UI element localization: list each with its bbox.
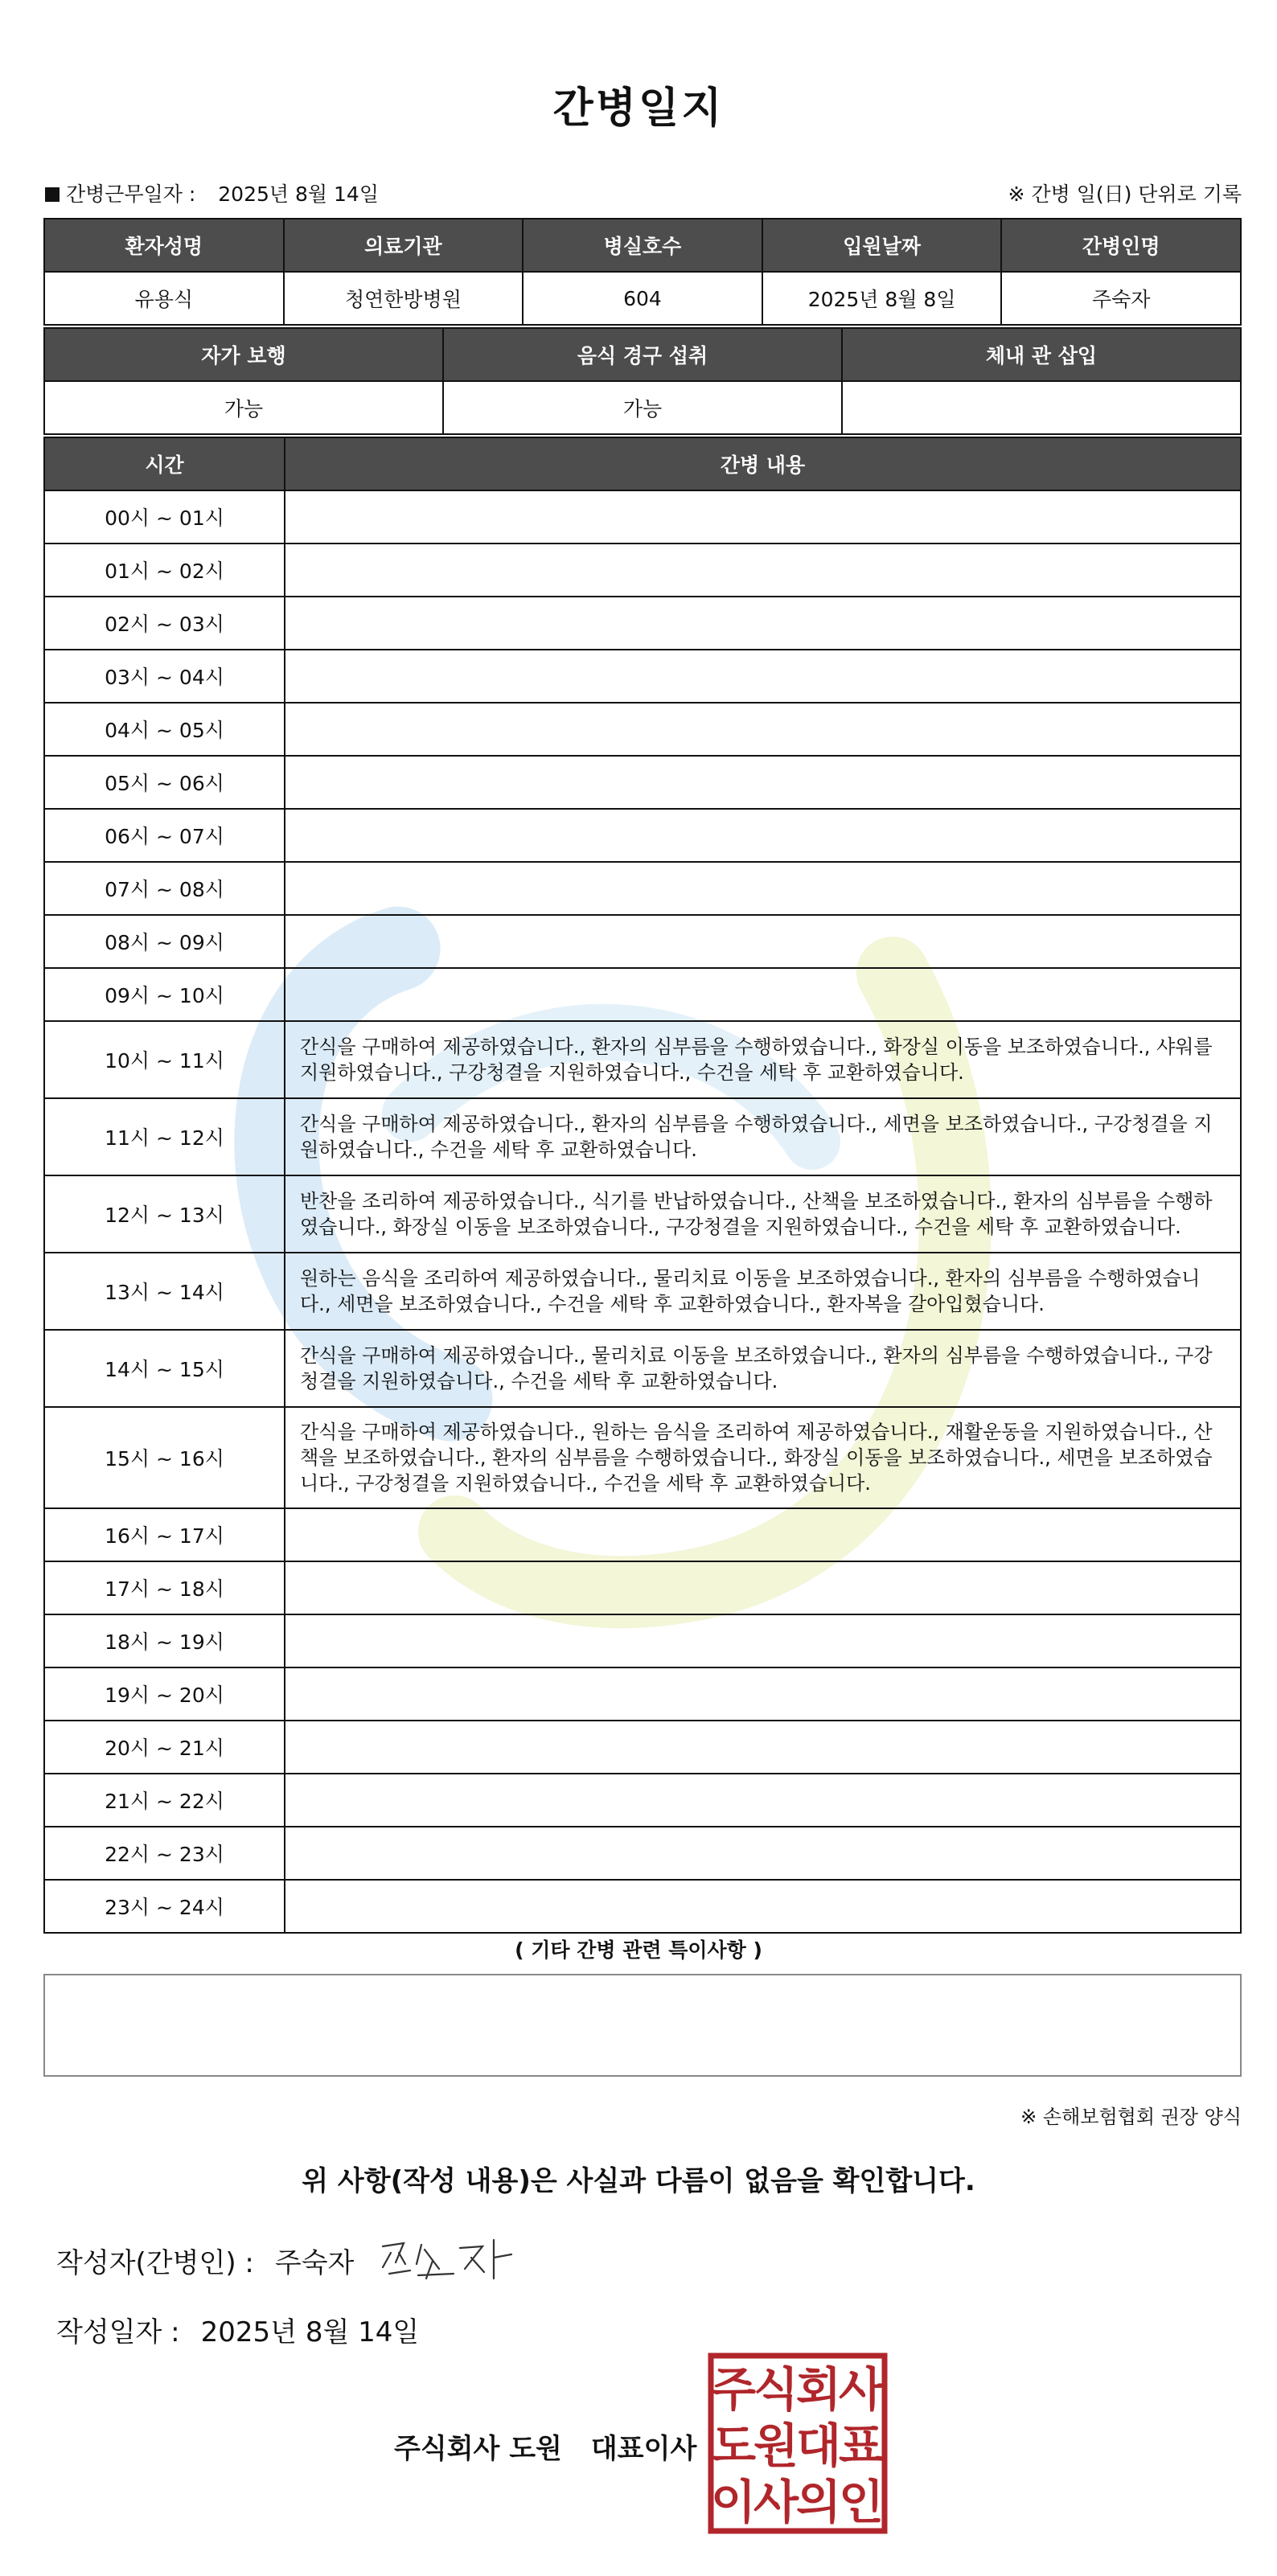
time-cell: 02시 ~ 03시	[44, 597, 285, 650]
care-note-cell	[285, 915, 1241, 968]
company-seal	[708, 2352, 888, 2534]
hospital-name: 청연한방병원	[284, 272, 524, 325]
care-note-cell: 원하는 음식을 조리하여 제공하였습니다., 물리치료 이동을 보조하였습니다., 환자의 심부름을 수행하였습니다., 세면을 보조하였습니다., 수건을 세탁 후 교환하였습니다., 환자복을 갈아입혔습니다.	[285, 1253, 1241, 1330]
table-row	[44, 1330, 1241, 1407]
header-hospital: 의료기관	[284, 219, 524, 272]
time-cell: 08시 ~ 09시	[44, 915, 285, 968]
table-row	[44, 1561, 1241, 1614]
care-note-cell	[285, 1721, 1241, 1774]
page-title: 간병일지	[552, 84, 725, 133]
time-cell: 05시 ~ 06시	[44, 756, 285, 809]
header-walking: 자가 보행	[44, 328, 443, 381]
patient-info-table	[43, 218, 1242, 326]
care-note-cell	[285, 597, 1241, 650]
care-note-cell: 간식을 구매하여 제공하였습니다., 원하는 음식을 조리하여 제공하였습니다., 재활운동을 지원하였습니다., 산책을 보조하였습니다., 환자의 심부름을 수행하였습니다., 화장실 이동을 보조하였습니다., 세면을 보조하였습니다., 구강청결을 지원하였습니다., 수건을 세탁 후 교환하였습니다.	[285, 1407, 1241, 1508]
care-note-cell	[285, 1614, 1241, 1667]
time-cell: 22시 ~ 23시	[44, 1827, 285, 1880]
time-cell: 17시 ~ 18시	[44, 1561, 285, 1614]
seal-char: 원	[753, 2418, 799, 2473]
seal-char: 식	[753, 2362, 799, 2417]
tube-value	[842, 381, 1241, 434]
extra-notes-box	[43, 1974, 1242, 2077]
table-row	[44, 862, 1241, 915]
patient-status-table	[43, 327, 1242, 435]
seal-char: 이	[710, 2475, 757, 2529]
care-note-cell	[285, 490, 1241, 544]
table-row	[44, 1614, 1241, 1667]
recommendation-note: ※ 손해보험협회 권장 양식	[1020, 2106, 1242, 2128]
table-row	[44, 1253, 1241, 1330]
table-row	[44, 756, 1241, 809]
extra-notes-label: ( 기타 간병 관련 특이사항 )	[515, 1938, 762, 1962]
care-note-cell: 간식을 구매하여 제공하였습니다., 물리치료 이동을 보조하였습니다., 환자의 심부름을 수행하였습니다., 구강청결을 지원하였습니다., 수건을 세탁 후 교환하였습니다.	[285, 1330, 1241, 1407]
time-cell: 06시 ~ 07시	[44, 809, 285, 862]
table-row	[44, 809, 1241, 862]
room-number: 604	[523, 272, 762, 325]
written-date-value: 2025년 8월 14일	[200, 2316, 420, 2348]
time-cell: 04시 ~ 05시	[44, 703, 285, 756]
header-oral-intake: 음식 경구 섭취	[443, 328, 842, 381]
care-log-body	[44, 490, 1241, 1933]
header-time: 시간	[44, 437, 285, 490]
seal-char: 주	[710, 2362, 757, 2417]
care-log-table	[43, 437, 1242, 1934]
header-room: 병실호수	[523, 219, 762, 272]
time-cell: 20시 ~ 21시	[44, 1721, 285, 1774]
seal-char: 인	[838, 2475, 885, 2529]
care-note-cell	[285, 809, 1241, 862]
time-cell: 13시 ~ 14시	[44, 1253, 285, 1330]
representative-title: 대표이사	[590, 2433, 697, 2465]
table-row	[44, 1880, 1241, 1933]
care-note-cell: 간식을 구매하여 제공하였습니다., 환자의 심부름을 수행하였습니다., 화장실 이동을 보조하였습니다., 샤워를 지원하였습니다., 구강청결을 지원하였습니다., 수건을 세탁 후 교환하였습니다.	[285, 1021, 1241, 1098]
bullet-square-icon	[45, 187, 60, 202]
table-row	[44, 1175, 1241, 1253]
seal-char: 도	[710, 2418, 757, 2473]
unit-note: ※ 간병 일(日) 단위로 기록	[1008, 183, 1242, 206]
confirmation-statement: 위 사항(작성 내용)은 사실과 다름이 없음을 확인합니다.	[302, 2165, 975, 2197]
company-name: 주식회사 도원	[394, 2433, 562, 2465]
seal-char: 의	[795, 2475, 842, 2529]
care-note-cell	[285, 703, 1241, 756]
time-cell: 07시 ~ 08시	[44, 862, 285, 915]
care-note-cell	[285, 756, 1241, 809]
time-cell: 12시 ~ 13시	[44, 1175, 285, 1253]
care-note-cell	[285, 1880, 1241, 1933]
care-note-cell: 간식을 구매하여 제공하였습니다., 환자의 심부름을 수행하였습니다., 세면을 보조하였습니다., 구강청결을 지원하였습니다., 수건을 세탁 후 교환하였습니다.	[285, 1098, 1241, 1175]
time-cell: 14시 ~ 15시	[44, 1330, 285, 1407]
care-note-cell	[285, 650, 1241, 703]
care-note-cell	[285, 1508, 1241, 1561]
care-note-cell	[285, 968, 1241, 1021]
time-cell: 03시 ~ 04시	[44, 650, 285, 703]
admission-date: 2025년 8월 8일	[762, 272, 1002, 325]
walking-value: 가능	[44, 381, 443, 434]
table-row	[44, 1827, 1241, 1880]
table-row	[44, 1407, 1241, 1508]
patient-name: 유용식	[44, 272, 284, 325]
table-row	[44, 703, 1241, 756]
seal-char: 표	[838, 2418, 885, 2473]
care-note-cell: 반찬을 조리하여 제공하였습니다., 식기를 반납하였습니다., 산책을 보조하였습니다., 환자의 심부름을 수행하였습니다., 화장실 이동을 보조하였습니다., 구강청결을 지원하였습니다., 수건을 세탁 후 교환하였습니다.	[285, 1175, 1241, 1253]
table-row	[44, 1508, 1241, 1561]
time-cell: 16시 ~ 17시	[44, 1508, 285, 1561]
table-row	[44, 650, 1241, 703]
table-row	[44, 1021, 1241, 1098]
seal-char: 회	[795, 2362, 842, 2417]
table-row	[44, 915, 1241, 968]
company-line	[394, 2426, 696, 2466]
table-row	[44, 544, 1241, 597]
care-note-cell	[285, 1667, 1241, 1721]
care-note-cell	[285, 1561, 1241, 1614]
table-row	[44, 1098, 1241, 1175]
time-cell: 09시 ~ 10시	[44, 968, 285, 1021]
table-row	[44, 1721, 1241, 1774]
time-cell: 00시 ~ 01시	[44, 490, 285, 544]
time-cell: 11시 ~ 12시	[44, 1098, 285, 1175]
table-row	[44, 597, 1241, 650]
table-row	[44, 1667, 1241, 1721]
header-admission-date: 입원날짜	[762, 219, 1002, 272]
work-date-line	[45, 178, 379, 207]
time-cell: 01시 ~ 02시	[44, 544, 285, 597]
seal-char: 사	[838, 2362, 885, 2417]
time-cell: 21시 ~ 22시	[44, 1774, 285, 1827]
table-row	[44, 490, 1241, 544]
handwritten-signature	[376, 2229, 521, 2293]
writer-name: 주숙자	[274, 2247, 355, 2279]
caregiver-name: 주숙자	[1001, 272, 1241, 325]
seal-char: 대	[795, 2418, 842, 2473]
header-care-content: 간병 내용	[285, 437, 1241, 490]
writer-label: 작성자(간병인) :	[56, 2247, 254, 2279]
work-date-value: 2025년 8월 14일	[218, 183, 379, 206]
seal-char: 사	[753, 2475, 799, 2529]
table-row	[44, 968, 1241, 1021]
written-date-line	[56, 2310, 419, 2349]
header-patient-name: 환자성명	[44, 219, 284, 272]
time-cell: 15시 ~ 16시	[44, 1407, 285, 1508]
time-cell: 19시 ~ 20시	[44, 1667, 285, 1721]
header-tube: 체내 관 삽입	[842, 328, 1241, 381]
time-cell: 10시 ~ 11시	[44, 1021, 285, 1098]
oral-intake-value: 가능	[443, 381, 842, 434]
header-caregiver-name: 간병인명	[1001, 219, 1241, 272]
care-note-cell	[285, 1774, 1241, 1827]
care-note-cell	[285, 544, 1241, 597]
writer-line	[56, 2241, 354, 2280]
care-note-cell	[285, 862, 1241, 915]
written-date-label: 작성일자 :	[56, 2316, 180, 2348]
care-note-cell	[285, 1827, 1241, 1880]
time-cell: 18시 ~ 19시	[44, 1614, 285, 1667]
time-cell: 23시 ~ 24시	[44, 1880, 285, 1933]
work-date-label: 간병근무일자 :	[66, 183, 196, 206]
table-row	[44, 1774, 1241, 1827]
